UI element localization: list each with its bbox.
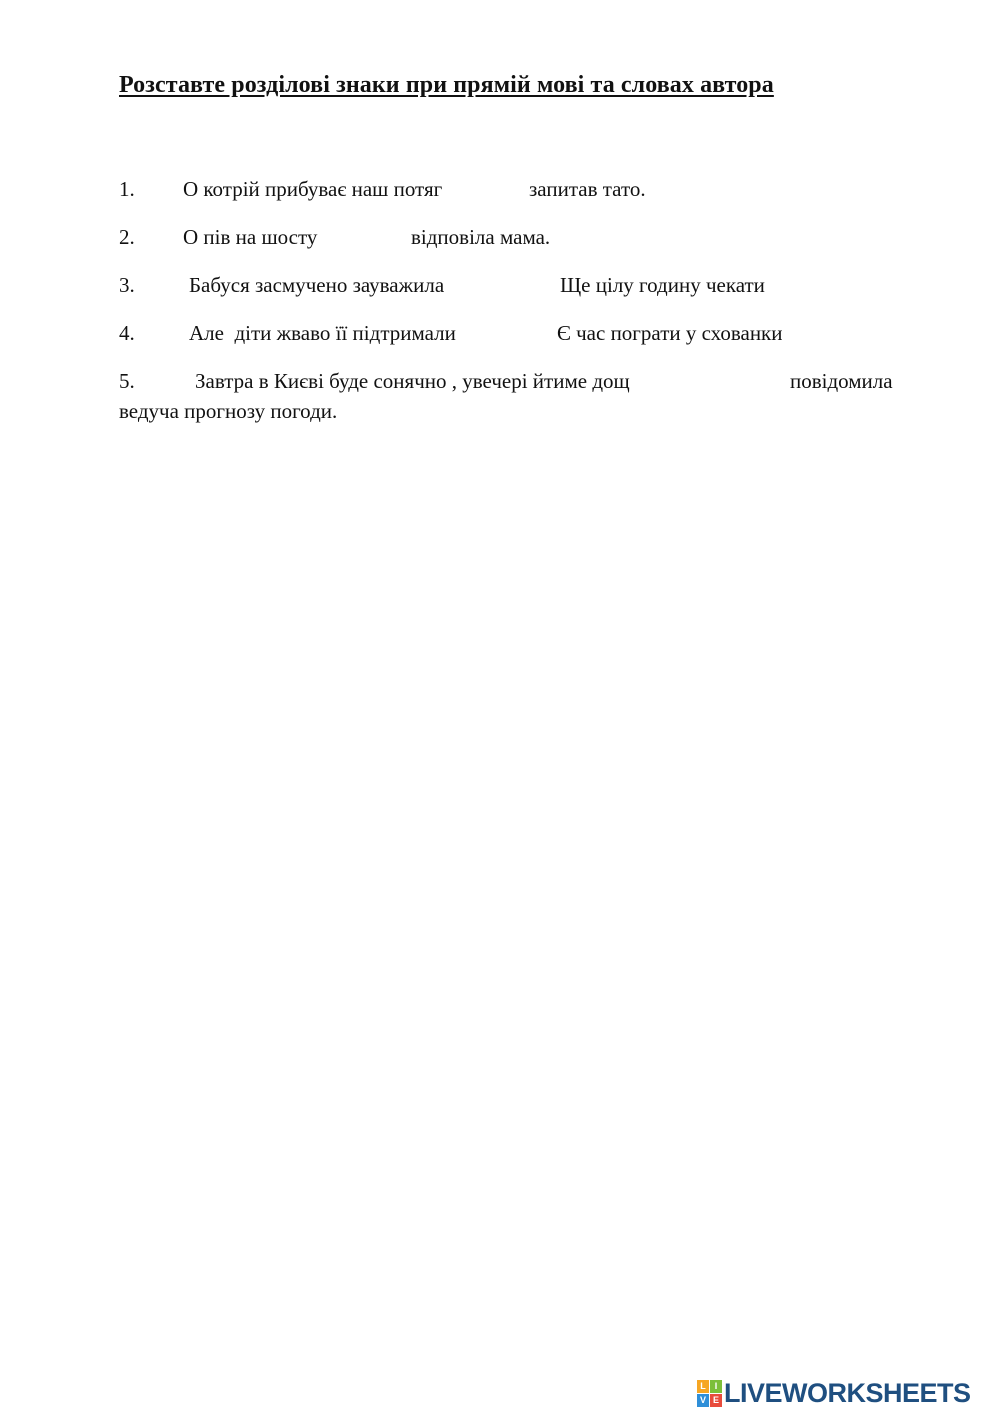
direct-speech-text: Ще цілу годину чекати (560, 273, 765, 297)
logo-tile-i: I (710, 1380, 722, 1393)
liveworksheets-logo (697, 1377, 971, 1409)
logo-tile-l: L (697, 1380, 709, 1393)
logo-wordmark: LIVEWORKSHEETS (724, 1377, 971, 1408)
direct-speech-text: О котрій прибуває наш потяг (183, 177, 443, 201)
author-words-text: Бабуся засмучено зауважила (189, 273, 445, 297)
item-number: 3. (119, 273, 135, 297)
item-number: 4. (119, 321, 135, 345)
direct-speech-text: О пів на шосту (183, 225, 318, 249)
author-words-text: відповіла мама. (411, 225, 551, 249)
item-number: 5. (119, 369, 135, 393)
author-words-text: повідомила (790, 369, 893, 393)
logo-tile-e: E (710, 1394, 722, 1407)
worksheet-title: Розставте розділові знаки при прямій мові та словах автора (119, 72, 774, 98)
item-number: 1. (119, 177, 135, 201)
author-words-text: Але діти жваво її підтримали (189, 321, 456, 345)
author-words-text: запитав тато. (529, 177, 646, 201)
direct-speech-text: Завтра в Києві буде сонячно , увечері йтиме дощ (195, 369, 630, 393)
logo-tile-v: V (697, 1394, 709, 1407)
liveworksheets-logo-icon (697, 1380, 721, 1406)
direct-speech-text: Є час пограти у схованки (557, 321, 783, 345)
author-words-continuation: ведуча прогнозу погоди. (119, 399, 338, 423)
item-number: 2. (119, 225, 135, 249)
